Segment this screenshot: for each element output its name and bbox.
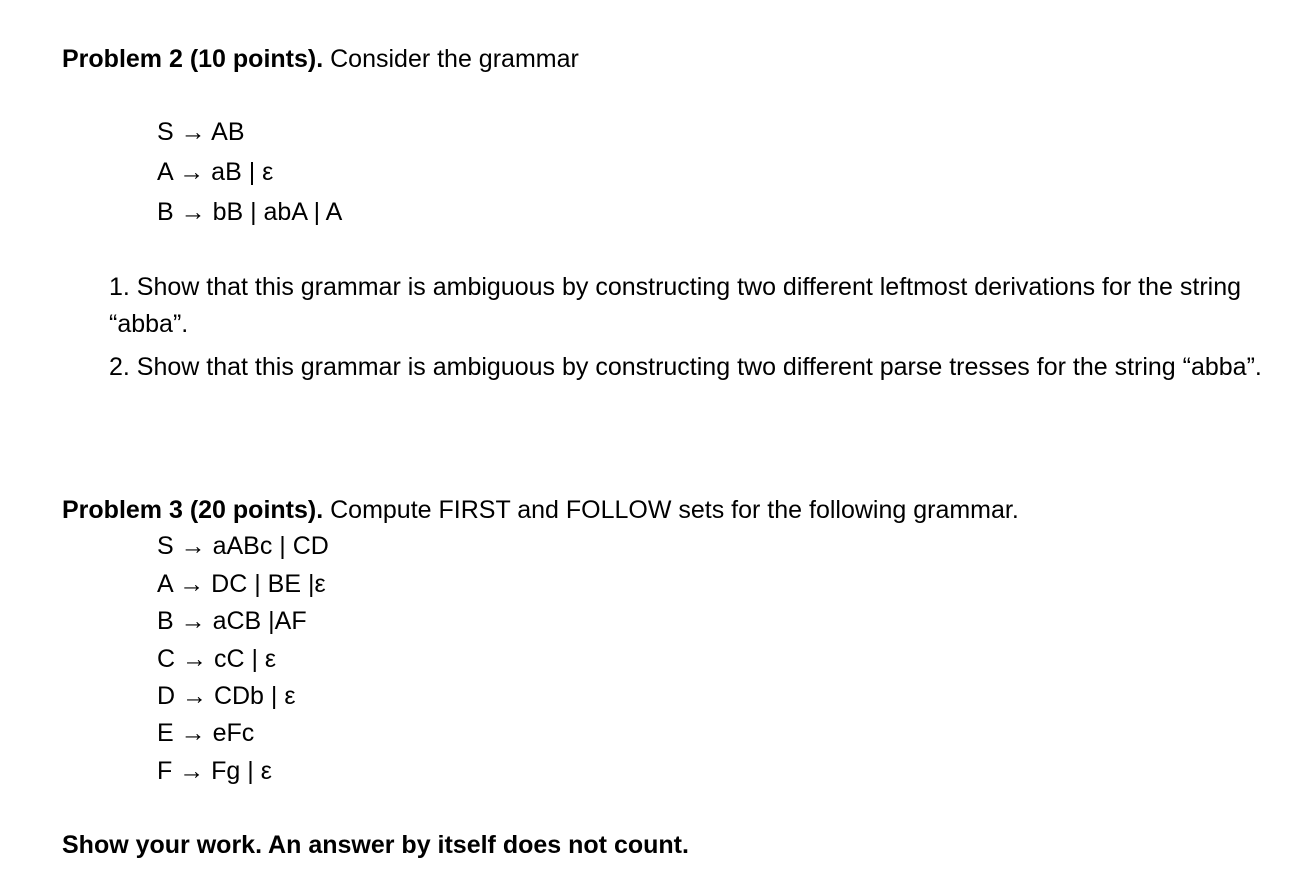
problem-3-rule-6: E → eFc [157, 719, 255, 747]
problem-3-rule-2: A → DC | BE |ε [157, 570, 326, 598]
show-work-note: Show your work. An answer by itself does not count. [62, 831, 689, 859]
problem-2-heading [62, 44, 579, 74]
problem-2-question-1: 1. Show that this grammar is ambiguous by constructing two different leftmost derivations for the string “abba”. [109, 273, 1242, 338]
problem-3-title: Problem 3 (20 points). [62, 496, 324, 524]
problem-2-question-2: 2. Show that this grammar is ambiguous by constructing two different parse tresses for the string “abba”. [109, 353, 1262, 381]
problem-3-heading [62, 495, 1019, 525]
problem-2-rule-2: A → aB | ε [157, 158, 274, 186]
problem-2-title: Problem 2 (10 points). [62, 45, 324, 73]
problem-2-rule-1: S → AB [157, 118, 245, 146]
problem-3-rule-5: D → CDb | ε [157, 682, 296, 710]
problem-3-rule-4: C → cC | ε [157, 645, 277, 673]
problem-3-intro: Compute FIRST and FOLLOW sets for the following grammar. [323, 496, 1019, 524]
problem-2-intro: Consider the grammar [323, 45, 579, 73]
problem-2-rule-3: B → bB | abA | A [157, 198, 343, 226]
problem-3-rule-3: B → aCB |AF [157, 607, 307, 635]
problem-3-rule-1: S → aABc | CD [157, 532, 329, 560]
problem-3-rule-7: F → Fg | ε [157, 757, 272, 785]
